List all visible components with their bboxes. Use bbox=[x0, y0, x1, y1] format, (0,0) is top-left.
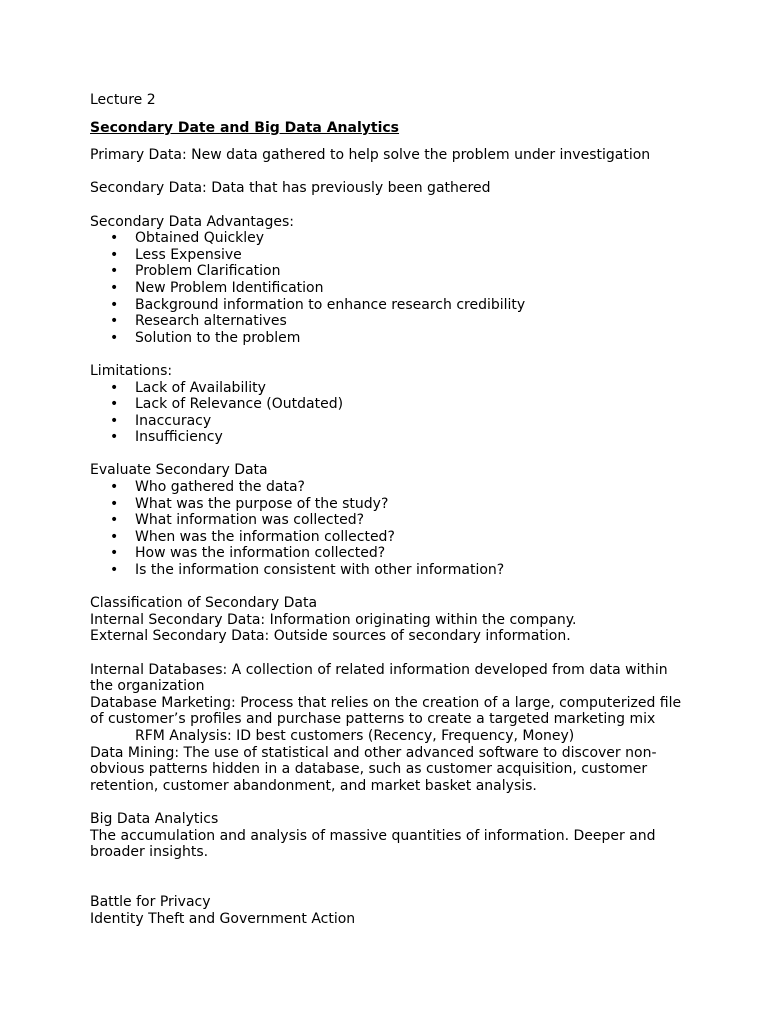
list-item: • Insufficiency bbox=[110, 429, 223, 446]
bullet-icon: • bbox=[110, 329, 119, 346]
list-item: • What was the purpose of the study? bbox=[110, 495, 389, 512]
bullet-icon: • bbox=[110, 379, 119, 396]
list-item: • Lack of Availability bbox=[110, 379, 266, 396]
list-item: • How was the information collected? bbox=[110, 545, 386, 562]
classification-heading: Classification of Secondary Data bbox=[90, 595, 318, 612]
bullet-icon: • bbox=[110, 412, 119, 429]
external-secondary-data: External Secondary Data: Outside sources of secondary information. bbox=[90, 628, 571, 645]
list-item: • Lack of Relevance (Outdated) bbox=[110, 396, 344, 413]
bullet-icon: • bbox=[110, 230, 119, 247]
bullet-icon: • bbox=[110, 313, 119, 330]
list-item: • Obtained Quickley bbox=[110, 230, 265, 247]
list-item: • When was the information collected? bbox=[110, 528, 395, 545]
list-item: • Is the information consistent with other information? bbox=[110, 562, 505, 579]
evaluate-heading: Evaluate Secondary Data bbox=[90, 462, 268, 479]
list-item: • New Problem Identification bbox=[110, 279, 324, 296]
data-mining: Data Mining: The use of statistical and other advanced software to discover non-obvious patterns hidden in a database, such as customer acquisition, customer retention, customer abandonment, and market basket analysis. bbox=[90, 744, 657, 794]
bullet-icon: • bbox=[110, 279, 119, 296]
bullet-icon: • bbox=[110, 296, 119, 313]
secondary-data-definition: Secondary Data: Data that has previously been gathered bbox=[90, 180, 491, 197]
limitations-heading: Limitations: bbox=[90, 362, 173, 379]
advantages-list bbox=[90, 230, 690, 346]
evaluate-list bbox=[90, 479, 690, 579]
document-title: Secondary Date and Big Data Analytics bbox=[90, 119, 400, 136]
list-item: • Problem Clarification bbox=[110, 263, 281, 280]
list-item: • Less Expensive bbox=[110, 246, 242, 263]
bullet-icon: • bbox=[110, 495, 119, 512]
list-item: • Solution to the problem bbox=[110, 329, 301, 346]
limitations-list bbox=[90, 380, 690, 446]
list-item: • Inaccuracy bbox=[110, 412, 212, 429]
advantages-heading: Secondary Data Advantages: bbox=[90, 213, 295, 230]
list-item: • Background information to enhance research credibility bbox=[110, 296, 526, 313]
bullet-icon: • bbox=[110, 512, 119, 529]
bullet-icon: • bbox=[110, 479, 119, 496]
bullet-icon: • bbox=[110, 528, 119, 545]
big-data-heading: Big Data Analytics bbox=[90, 810, 219, 827]
big-data-text: The accumulation and analysis of massive quantities of information. Deeper and broader insights. bbox=[90, 827, 656, 861]
list-item: • Research alternatives bbox=[110, 313, 287, 330]
bullet-icon: • bbox=[110, 429, 119, 446]
privacy-text: Identity Theft and Government Action bbox=[90, 910, 356, 927]
bullet-icon: • bbox=[110, 545, 119, 562]
bullet-icon: • bbox=[110, 246, 119, 263]
internal-databases: Internal Databases: A collection of related information developed from data within the organization bbox=[90, 661, 668, 695]
list-item: • What information was collected? bbox=[110, 512, 365, 529]
document-page bbox=[90, 92, 690, 927]
bullet-icon: • bbox=[110, 263, 119, 280]
database-marketing: Database Marketing: Process that relies on the creation of a large, computerized file of customer’s profiles and purchase patterns to create a targeted marketing mix bbox=[90, 694, 682, 728]
bullet-icon: • bbox=[110, 562, 119, 579]
lecture-label: Lecture 2 bbox=[90, 92, 156, 108]
privacy-heading: Battle for Privacy bbox=[90, 893, 211, 910]
primary-data-definition: Primary Data: New data gathered to help solve the problem under investigation bbox=[90, 147, 651, 164]
internal-secondary-data: Internal Secondary Data: Information originating within the company. bbox=[90, 611, 577, 628]
list-item: • Who gathered the data? bbox=[110, 479, 305, 496]
rfm-analysis: RFM Analysis: ID best customers (Recency, Frequency, Money) bbox=[135, 727, 575, 744]
bullet-icon: • bbox=[110, 396, 119, 413]
